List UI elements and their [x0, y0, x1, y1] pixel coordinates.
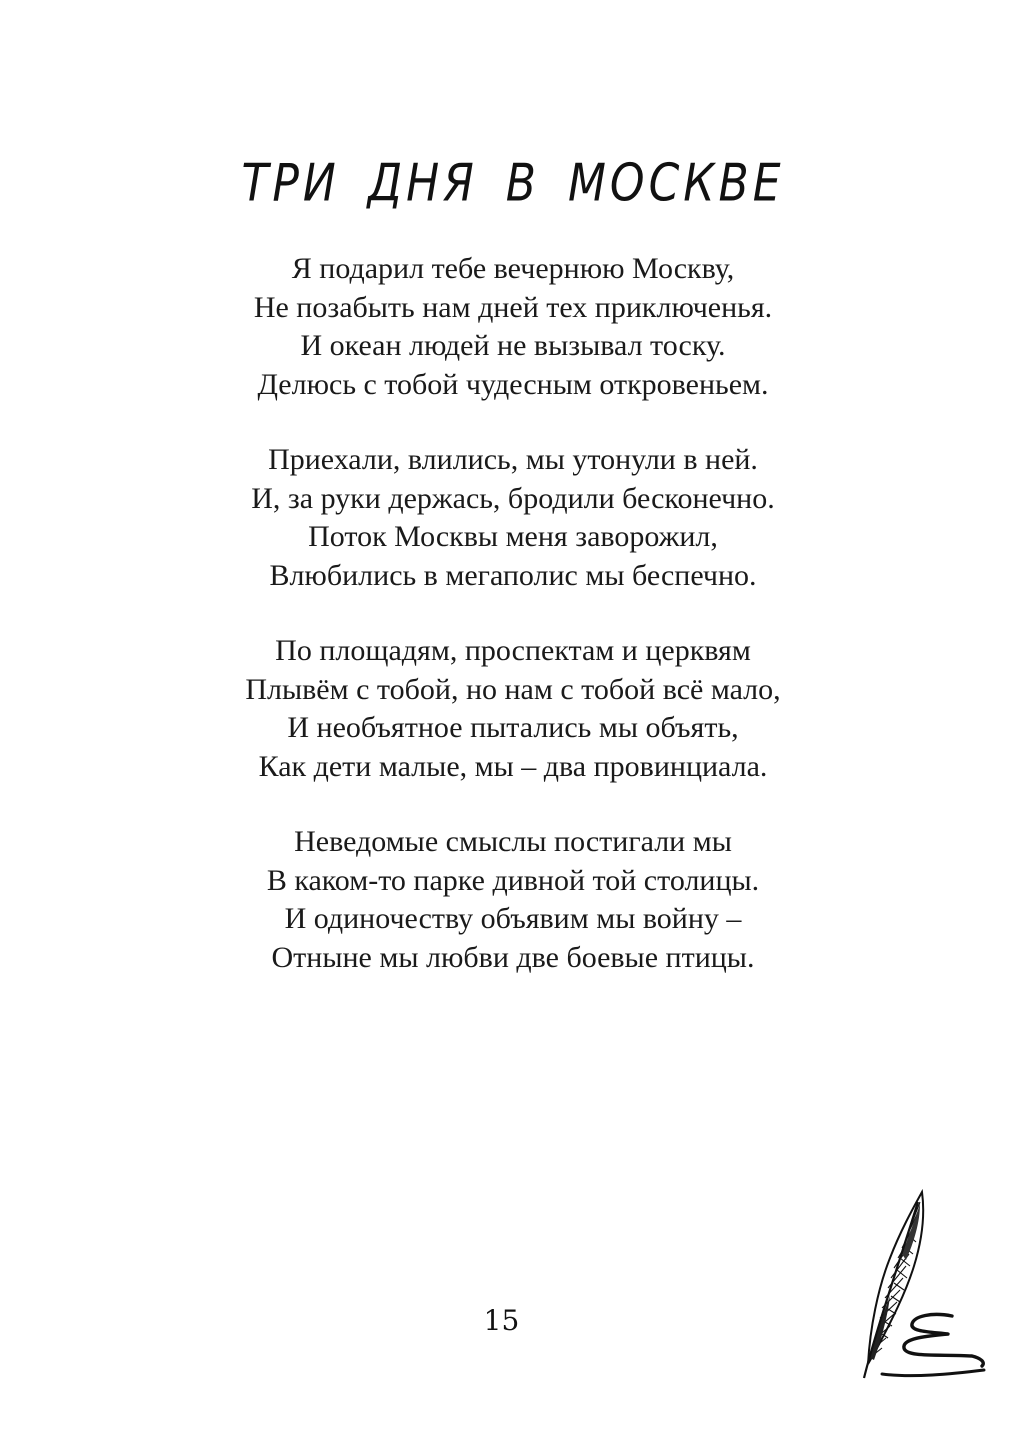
quill-feather-icon [852, 1188, 992, 1384]
page-number: 15 [483, 1304, 520, 1337]
poem-line: Делюсь с тобой чудесным откровеньем. [257, 367, 769, 401]
poem-line: Отныне мы любви две боевые птицы. [271, 940, 755, 974]
stanza [0, 250, 1026, 404]
poem-line: Неведомые смыслы постигали мы [294, 825, 732, 858]
poem-line: Плывём с тобой, но нам с тобой всё мало, [245, 672, 781, 706]
poem-line: И, за руки держась, бродили бесконечно. [251, 481, 775, 515]
poem-line: Не позабыть нам дней тех приключенья. [253, 290, 773, 324]
poem-line: Приехали, влились, мы утонули в ней. [268, 443, 758, 476]
poem-title: ТРИ ДНЯ В МОСКВЕ [241, 153, 785, 214]
poem-line: По площадям, проспектам и церквям [275, 634, 751, 667]
poem-line: И одиночеству объявим мы войну – [284, 902, 742, 935]
poem-line: И океан людей не вызывал тоску. [300, 329, 726, 362]
poem-body [0, 250, 1026, 1014]
poem-line: Как дети малые, мы – два провинциала. [258, 749, 768, 783]
poem-line: В каком-то парке дивной той столицы. [266, 863, 760, 897]
stanza [0, 632, 1026, 786]
poem-line: Я подарил тебе вечернюю Москву, [291, 252, 735, 285]
stanza [0, 823, 1026, 977]
poem-line: Влюбились в мегаполис мы беспечно. [269, 558, 757, 592]
stanza [0, 441, 1026, 595]
poem-line: Поток Москвы меня заворожил, [308, 520, 718, 553]
poem-line: И необъятное пытались мы объять, [287, 711, 739, 744]
